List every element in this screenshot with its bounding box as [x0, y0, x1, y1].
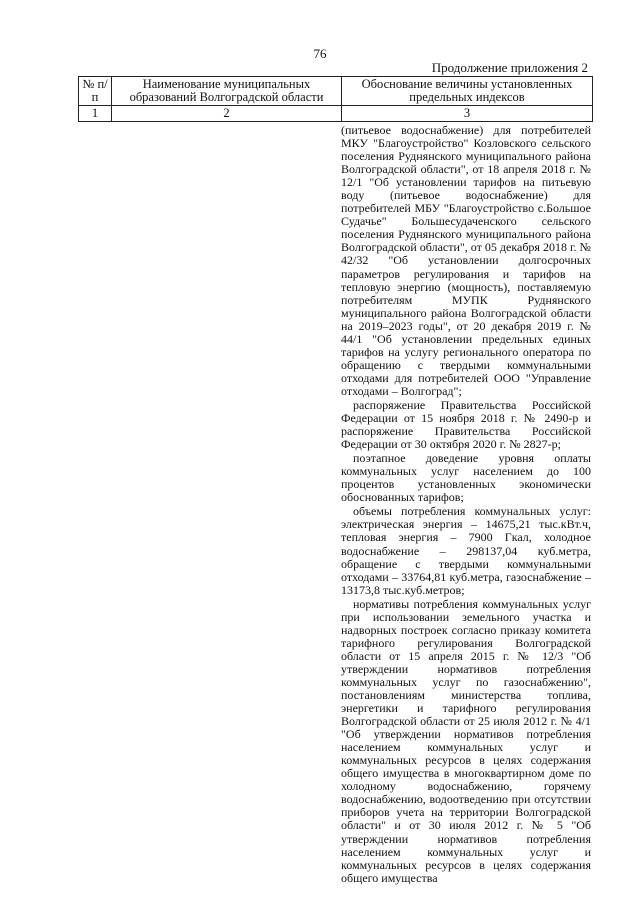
basis-text-column	[341, 124, 591, 894]
paragraph-consumption-volumes: объемы потребления коммунальных услуг: электрическая энергия – 14675,21 тыс.кВт.ч, тепловая энергия – 7900 Гкал, холодное водоснабжение – 298137,04 куб.метра, обращение с твердыми коммунальными отходами – 33764,81 куб.метра, газоснабжение – 13173,8 тыс.куб.метров;	[341, 504, 591, 597]
header-number: № п/п	[79, 77, 112, 106]
page-number: 76	[313, 46, 327, 61]
paragraph-consumption-norms: нормативы потребления коммунальных услуг при использовании земельного участка и надворных построек согласно приказу комитета тарифного регулирования Волгоградской области от 15 апреля 2015 г. № 12/3 "Об утверждении нормативов потребления коммунальных услуг по газоснабжению", постановлениям министерства топлива, энергетики и тарифного регулирования Волгоградской области от 25 июля 2012 г. № 4/1 "Об утверждении нормативов потребления населением коммунальных услуг и коммунальных ресурсов в целях содержания общего имущества в многоквартирном доме по холодному водоснабжению, горячему водоснабжению, водоотведению при отсутствии приборов учета на территории Волгоградской области" и от 30 июля 2012 г. № 5 "Об утверждении нормативов потребления населением коммунальных услуг и коммунальных ресурсов в целях содержания общего имущества	[341, 596, 591, 885]
column-number-1: 1	[79, 106, 112, 122]
column-number-3: 3	[342, 106, 593, 122]
column-number-2: 2	[112, 106, 342, 122]
header-municipality: Наименование муниципальных образований Волгоградской области	[112, 77, 342, 106]
paragraph-payment-level: поэтапное доведение уровня оплаты коммунальных услуг населением до 100 процентов установленных экономически обоснованных тарифов;	[341, 451, 591, 505]
paragraph-government-orders: распоряжение Правительства Российской Федерации от 15 ноября 2018 г. № 2490-р и распоряжение Правительства Российской Федерации от 30 октября 2020 г. № 2827-р;	[341, 397, 591, 452]
header-basis: Обоснование величины установленных предельных индексов	[342, 77, 593, 106]
continuation-caption: Продолжение приложения 2	[431, 60, 588, 75]
table-header	[78, 76, 593, 122]
paragraph-tariff-orders: (питьевое водоснабжение) для потребителей МКУ "Благоустройство" Козловского сельского поселения Руднянского муниципального района Волгоградской области", от 18 апреля 2018 г. № 12/1 "Об установлении тарифов на питьевую воду (питьевое водоснабжение) для потребителей МБУ "Благоустройство с.Большое Судачье" Большесудаченского сельского поселения Руднянского муниципального района Волгоградской области", от 05 декабря 2018 г. № 42/32 "Об установлении долгосрочных параметров регулирования и тарифов на тепловую энергию (мощность), поставляемую потребителям МУПК Руднянского муниципального района Волгоградской области на 2019–2023 годы", от 20 декабря 2019 г. № 44/1 "Об установлении предельных единых тарифов на услугу регионального оператора по обращению с твердыми коммунальными отходами для потребителей ООО "Управление отходами – Волгоград";	[341, 124, 591, 398]
